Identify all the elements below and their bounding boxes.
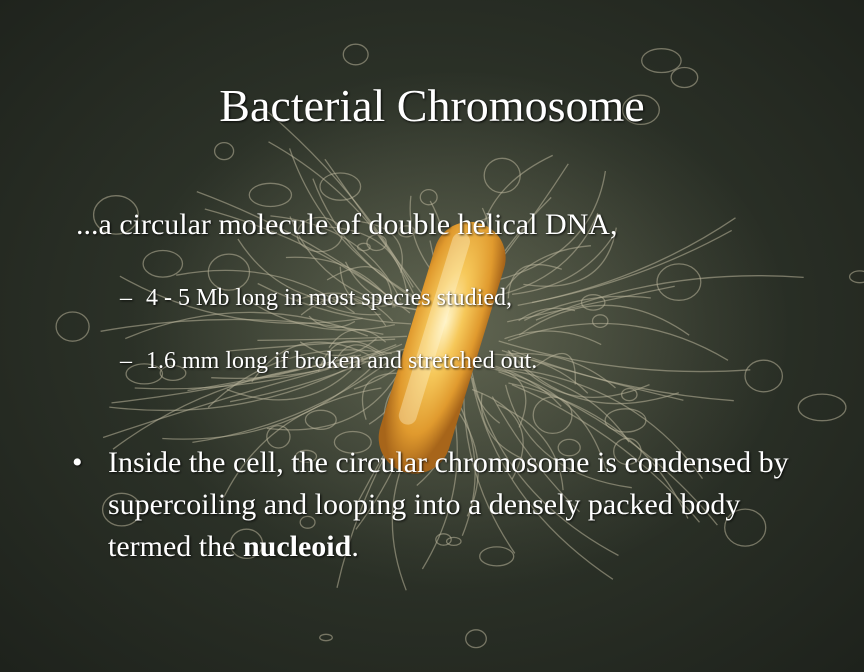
intro-line: ...a circular molecule of double helical DNA,	[76, 208, 618, 241]
subpoint-text: 4 - 5 Mb long in most species studied,	[146, 285, 512, 311]
dna-loop	[343, 44, 368, 65]
bullet-marker: •	[72, 446, 83, 479]
dna-loop	[798, 394, 846, 421]
nucleoid-term: nucleoid	[242, 530, 352, 563]
subpoint-1	[120, 283, 512, 313]
bullet-text	[108, 442, 802, 568]
dna-loop	[466, 630, 487, 648]
subpoint-2	[120, 346, 537, 376]
slide-title: Bacterial Chromosome	[219, 80, 645, 131]
bullet-text-before: Inside the cell, the circular chromosome is condensed by supercoiling and looping into a densely packed body termed the	[108, 446, 789, 563]
dash-marker: –	[120, 348, 132, 374]
subpoint-text: 1.6 mm long if broken and stretched out.	[146, 348, 538, 374]
dna-loop	[642, 49, 681, 73]
bullet-text-after: .	[351, 530, 359, 563]
dna-loop	[56, 312, 89, 341]
dash-marker: –	[120, 285, 132, 311]
dna-loop	[850, 271, 864, 283]
bullet-point	[72, 442, 802, 568]
dna-loop	[320, 634, 333, 640]
